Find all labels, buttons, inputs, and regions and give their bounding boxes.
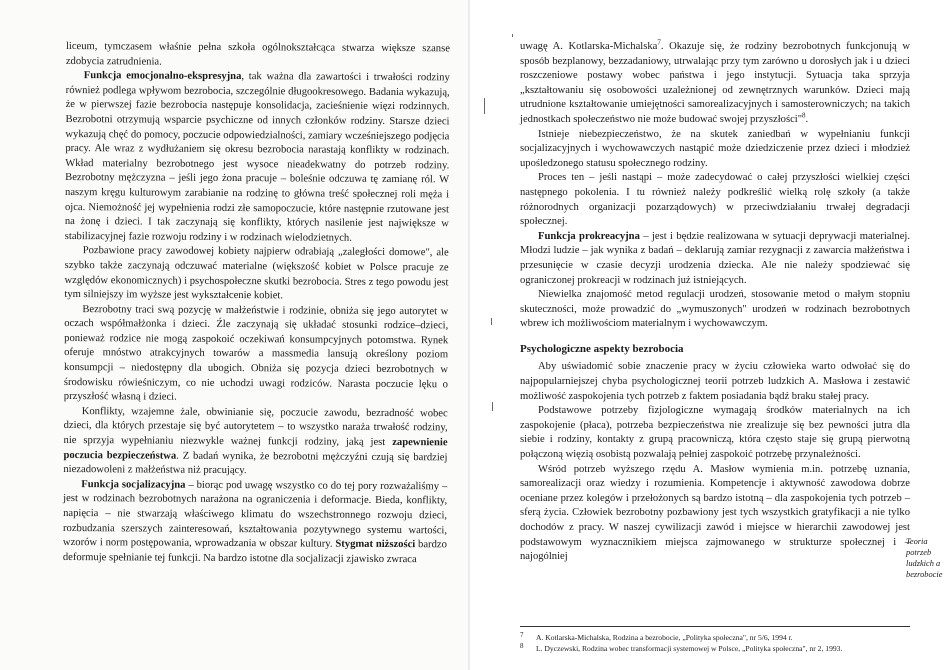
paragraph-text: Wśród potrzeb wyższego rzędu A. Masłow wymienia m.in. potrzebę uznania, samorealizacji oraz wiedzy i rozumienia. Kompetencje i aktywność zawodowa dobrze oceniane przez kolegów i przełożonych są bardzo istotną – dla zaspokojenia tych potrzeb – sferą życia. Człowiek bezrobotny pozbawiony jest tych wszystkich gratyfikacji a nie tylko dochodów z pracy. W naszej cywilizacji zawód i miejsce w hierarchii zawodowej jest podstawowym wyznacznikiem miejsca zajmowanego w strukturze społecznej i – najogólniej	[520, 463, 910, 563]
paragraph-text: – jest i będzie realizowana w sytuacji deprywacji materialnej. Młodzi ludzie – jak wynika z badań – deklarują zamiar rezygnacji z zawarcia małżeństwa i przesunięcie w czasie decyzji urodzenia dziecka. Ale nie należy spodziewać się ograniczonej prokreacji w rodzinach już istniejących.	[520, 230, 910, 286]
left-page-text-column	[63, 40, 450, 568]
paragraph-text: . Okazuje się, że rodziny bezrobotnych funkcjonują w sposób bezplanowy, bezzadaniowy, utrwalając przy tym zarówno u dorosłych jak i u dzieci roszczeniowe postawy wobec państwa i jego instytucji. Sytuacja taka sprzyja „kształtowaniu się osobowości uzależnionej od zewnętrznych warunków. Dzieci mają utrudnione kształtowanie umiejętności samorealizacyjnych i samosterowniczych; na takich jednostkach społeczeństwo nie może budować swojej przyszłości"	[520, 41, 910, 125]
paragraph	[520, 230, 910, 288]
paragraph-text: uwagę A. Kotlarska-Michalska	[520, 41, 658, 52]
paragraph	[520, 288, 910, 332]
paragraph-text: .	[805, 113, 809, 125]
scan-mark	[492, 402, 493, 411]
right-page	[470, 0, 947, 670]
paragraph	[520, 463, 910, 565]
paragraph	[520, 128, 910, 172]
paragraph	[64, 244, 448, 305]
footnote-text: A. Kotlarska-Michalska, Rodzina a bezrobocie, „Polityka społeczna", nr 5/6, 1994 r.	[536, 633, 793, 642]
paragraph-text: Aby uświadomić sobie znaczenie pracy w życiu człowieka warto odwołać się do najpopularniejszej chyba psychologicznej teorii potrzeb ludzkich A. Masłowa i zestawić możliwość zaspokojenia tych potrzeb z faktem posiadania bądź braku stałej pracy.	[520, 361, 910, 402]
paragraph	[520, 404, 910, 462]
paragraph	[63, 405, 447, 480]
scan-mark	[484, 98, 485, 114]
bold-term: Funkcja prokreacyjna	[538, 230, 640, 242]
paragraph	[64, 303, 449, 408]
bold-term: Stygmat niższości	[335, 538, 416, 551]
bold-term: zapewnienie poczucia bezpieczeństwa	[63, 437, 448, 462]
paragraph	[520, 360, 910, 404]
footnote-reference: 8	[802, 111, 806, 120]
footnote-text: L. Dyczewski, Rodzina wobec transformacji systemowej w Polsce, „Polityka społeczna", nr 2, 1993.	[536, 644, 843, 653]
footnote	[520, 632, 910, 643]
paragraph-text: bardzo deformuje spełnianie tej funkcji. Na bardzo istotne dla socjalizacji zjawisko zwraca	[62, 539, 447, 565]
paragraph-text: Proces ten – jeśli nastąpi – może zadecydować o całej przyszłości wielkiej części następnego pokolenia. I tu również należy podkreślić wielką rolę szkoły (a także różnorodnych organizacji pozarządowych) w przeciwdziałaniu trwałej degradacji społecznej.	[520, 172, 910, 228]
paragraph-text: Niewielka znajomość metod regulacji urodzeń, stosowanie metod o małym stopniu skuteczności, może prowadzić do „wymuszonych" urodzeń w rodzinach bezrobotnych wbrew ich możliwościom materialnym i wychowawczym.	[520, 289, 910, 330]
right-page-text-column	[520, 40, 910, 565]
paragraph	[520, 40, 910, 128]
paragraph-text: Bezrobotny traci swą pozycję w małżeństwie i rodzinie, obniża się jego autorytet w oczach współmałżonka i dzieci. Źle zaczynają się układać stosunki rodzice–dzieci, ponieważ rodzice nie mogą zaspokoić oczekiwań konsumpcyjnych potomstwa. Rynek oferuje mnóstwo atrakcyjnych towarów a massmedia lansują określony poziom konsumpcji – niedostępny dla ubogich. Obniża się pozycja dzieci bezrobotnych w środowisku rówieśniczym, co nie uchodzi uwagi rodziców. Narasta poczucie lęku o przyszłość własną i dzieci.	[63, 303, 449, 403]
section-heading	[520, 342, 910, 357]
paragraph	[66, 40, 450, 72]
scan-mark	[491, 318, 492, 325]
left-page	[0, 0, 470, 670]
scan-mark	[512, 34, 513, 37]
footnote-number: 8	[520, 642, 524, 650]
footnote-number: 7	[520, 631, 524, 639]
paragraph-text: – biorąc pod uwagę wszystko co do tej pory rozważaliśmy – jest w rodzinach bezrobotnych narażona na ograniczenia i deformacje. Bieda, konflikty, napięcia – nie stwarzają właściwego klimatu do wszechstronnego rozwoju dzieci, rozbudzania szerszych zainteresowań, kształtowania pozytywnego systemu wartości, wzorów i norm postępowania, wprowadzania w obszar kultury.	[62, 479, 448, 550]
bold-term: Funkcja socjalizacyjna	[81, 478, 186, 491]
paragraph-text: Konflikty, wzajemne żale, obwinianie się, poczucie zawodu, bezradność wobec dzieci, dla których przestaje się być autorytetem – to wszystko naraża trwałość rodziny, nie sprzyja wypełnianiu niezwykle ważnej funkcji rodziny, jaką jest	[63, 405, 448, 449]
footnote	[520, 643, 910, 654]
paragraph-text: Psychologiczne aspekty bezrobocia	[520, 342, 684, 355]
footnotes	[520, 626, 910, 654]
paragraph	[520, 171, 910, 229]
paragraph-text: Pozbawione pracy zawodowej kobiety najpierw odrabiają „zaległości domowe", ale szybko także zaczynają odczuwać materialne (większość kobiet w Polsce pracuje ze względów ekonomicznych) i psychospołeczne skutki bezrobocia. Stres z tego powodu jest tym silniejszy im wyższe jest wykształcenie kobiet.	[64, 245, 449, 302]
paragraph-text: , tak ważna dla zawartości i trwałości rodziny również podlega wpływom bezrobocia, szczególnie długookresowego. Badania wykazują, że w pierwszej fazie bezrobocia następuje konsolidacja, zacieśnienie więzi rodzinnych. Bezrobotni otrzymują wsparcie psychiczne od innych członków rodziny. Starsze dzieci wykazują chęć do pomocy, poczucie odpowiedzialności, zamiary wcześniejszego podjęcia pracy. Ale wraz z wydłużaniem się okresu bezrobocia narastają konflikty w rodzinach. Wkład materialny bezrobotnego jest wysoce nieadekwatny do potrzeb rodziny. Bezrobotny mężczyzna – jeśli jego żona pracuje – boleśnie odczuwa tę zamianę ról. W naszym kręgu kulturowym zarabianie na rodzinę to główna treść społecznej roli męża i ojca. Niemożność jej wypełnienia rodzi złe samopoczucie, które następnie rzutowane jest na żonę i dzieci. I tak zaczynają się konflikty, których nasilenie jest największe w stabilizacyjnej fazie rozwoju rodziny i w rodzinach wielodzietnych.	[64, 71, 450, 244]
paragraph-text: liceum, tymczasem właśnie pełna szkoła ogólnokształcąca stwarza większe szanse zdobycia zatrudnienia.	[65, 40, 450, 68]
bold-term: Funkcja emocjonalno-ekspresyjna	[83, 70, 242, 83]
margin-note: Teoria potrzeb ludzkich a bezrobocie	[906, 537, 943, 579]
paragraph-text: . Z badań wynika, że bezrobotni mężczyźni czują się bardziej niezadowoleni z małżeństwa niż pracujący.	[63, 450, 448, 477]
paragraph-text: Istnieje niebezpieczeństwo, że na skutek zaniedbań w wypełnianiu funkcji socjalizacyjnych i wychowawczych nastąpić może dziedziczenie przez dzieci i młodzież upośledzonego statusu społecznego rodziny.	[520, 128, 910, 169]
paragraph-text: Podstawowe potrzeby fizjologiczne wymagają środków materialnych na ich zaspokojenie (płaca), potrzeba bezpieczeństwa nie zrealizuje się bez pewności jutra dla siebie i rodziny, kontakty z grupą pracowniczą, która często staje się grupą pierwotną połączoną więzią osobistą pozwalają pełniej zaspokoić potrzebę przynależności.	[520, 405, 910, 461]
paragraph	[63, 478, 448, 568]
paragraph	[65, 69, 450, 246]
footnote-reference: 7	[657, 38, 661, 47]
